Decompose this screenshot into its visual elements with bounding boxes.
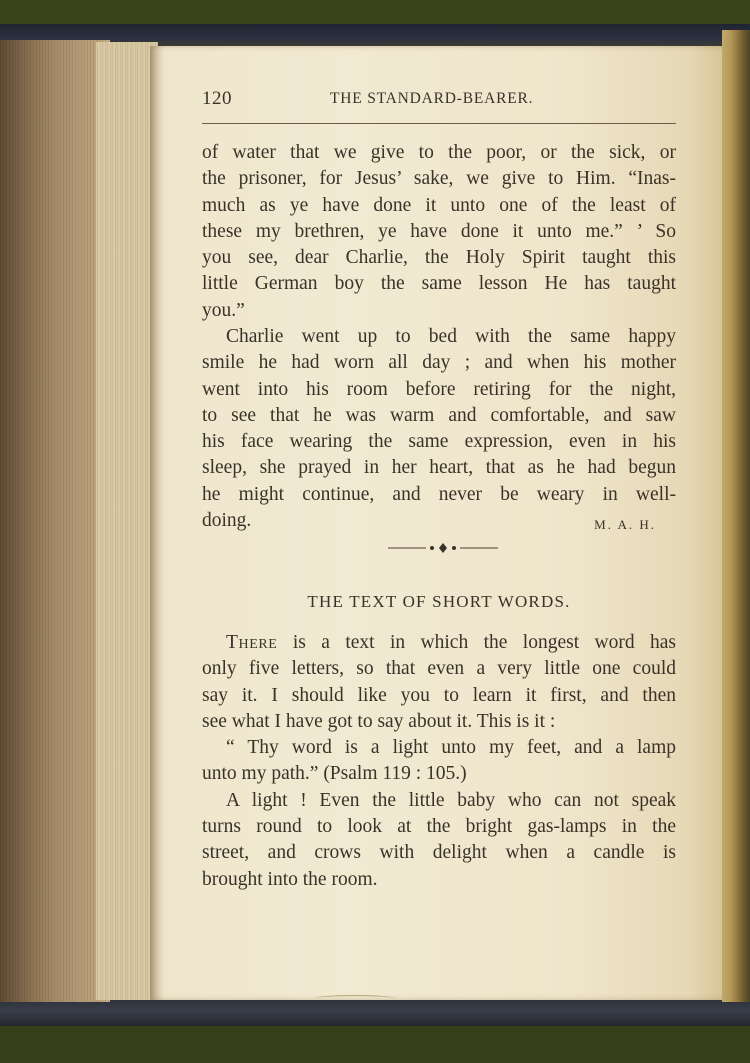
quote-line: “ Thy word is a light unto my feet, and a lamp — [226, 737, 676, 759]
text-line: smile he had worn all day ; and when his mother — [202, 352, 676, 374]
text-line: sleep, she prayed in her heart, that as he had begun — [202, 457, 676, 479]
text-line: say it. I should like you to learn it first, and then — [202, 684, 676, 706]
text-line: went into his room before retiring for the night, — [202, 378, 676, 400]
page-wear-mark — [315, 995, 395, 1002]
text-line: his face wearing the same expression, even in his — [202, 431, 676, 453]
text-line: you.” — [202, 299, 245, 321]
text-line: these my brethren, ye have done it unto me.” ’ So — [202, 220, 676, 242]
closing-line — [202, 508, 676, 534]
text-line-rest: is a text in which the longest word has — [292, 632, 676, 653]
quote-line: unto my path.” (Psalm 119 : 105.) — [202, 763, 467, 785]
page-number: 120 — [202, 88, 232, 109]
text-line: the prisoner, for Jesus’ sake, we give to Him. “Inas- — [202, 168, 676, 190]
drop-word: There — [226, 632, 278, 653]
text-line: doing. — [202, 510, 252, 532]
running-head: THE STANDARD-BEARER. — [330, 90, 534, 107]
paragraph-continuation — [202, 140, 676, 324]
text-line: turns round to look at the bright gas-lamps in the — [202, 816, 676, 838]
page-header — [202, 88, 676, 114]
right-page-edge — [722, 30, 750, 1002]
text-line: much as ye have done it unto one of the least of — [202, 194, 676, 216]
text-line: he might continue, and never be weary in well- — [202, 483, 676, 505]
paragraph-text-intro — [202, 630, 676, 893]
page-edges — [96, 42, 158, 1000]
text-line: Charlie went up to bed with the same happy — [226, 326, 676, 347]
text-line: of water that we give to the poor, or the sick, or — [202, 142, 676, 163]
header-rule — [202, 123, 676, 124]
author-initials: M. A. H. — [594, 517, 656, 533]
text-line: street, and crows with delight when a candle is — [202, 842, 676, 864]
text-line: little German boy the same lesson He has taught — [202, 273, 676, 295]
gutter-shadow — [150, 46, 164, 1000]
section-ornament — [388, 541, 498, 555]
text-line: see what I have got to say about it. This is it : — [202, 710, 556, 732]
left-page-edges — [0, 40, 110, 1002]
paragraph-charlie — [202, 324, 676, 534]
text-line: you see, dear Charlie, the Holy Spirit taught this — [202, 247, 676, 269]
text-line: to see that he was warm and comfortable, and saw — [202, 404, 676, 426]
text-line: only five letters, so that even a very little one could — [202, 658, 676, 680]
section-title: THE TEXT OF SHORT WORDS. — [307, 592, 571, 611]
text-line: A light ! Even the little baby who can not speak — [226, 789, 676, 811]
text-line — [202, 630, 676, 656]
text-line: brought into the room. — [202, 868, 378, 890]
